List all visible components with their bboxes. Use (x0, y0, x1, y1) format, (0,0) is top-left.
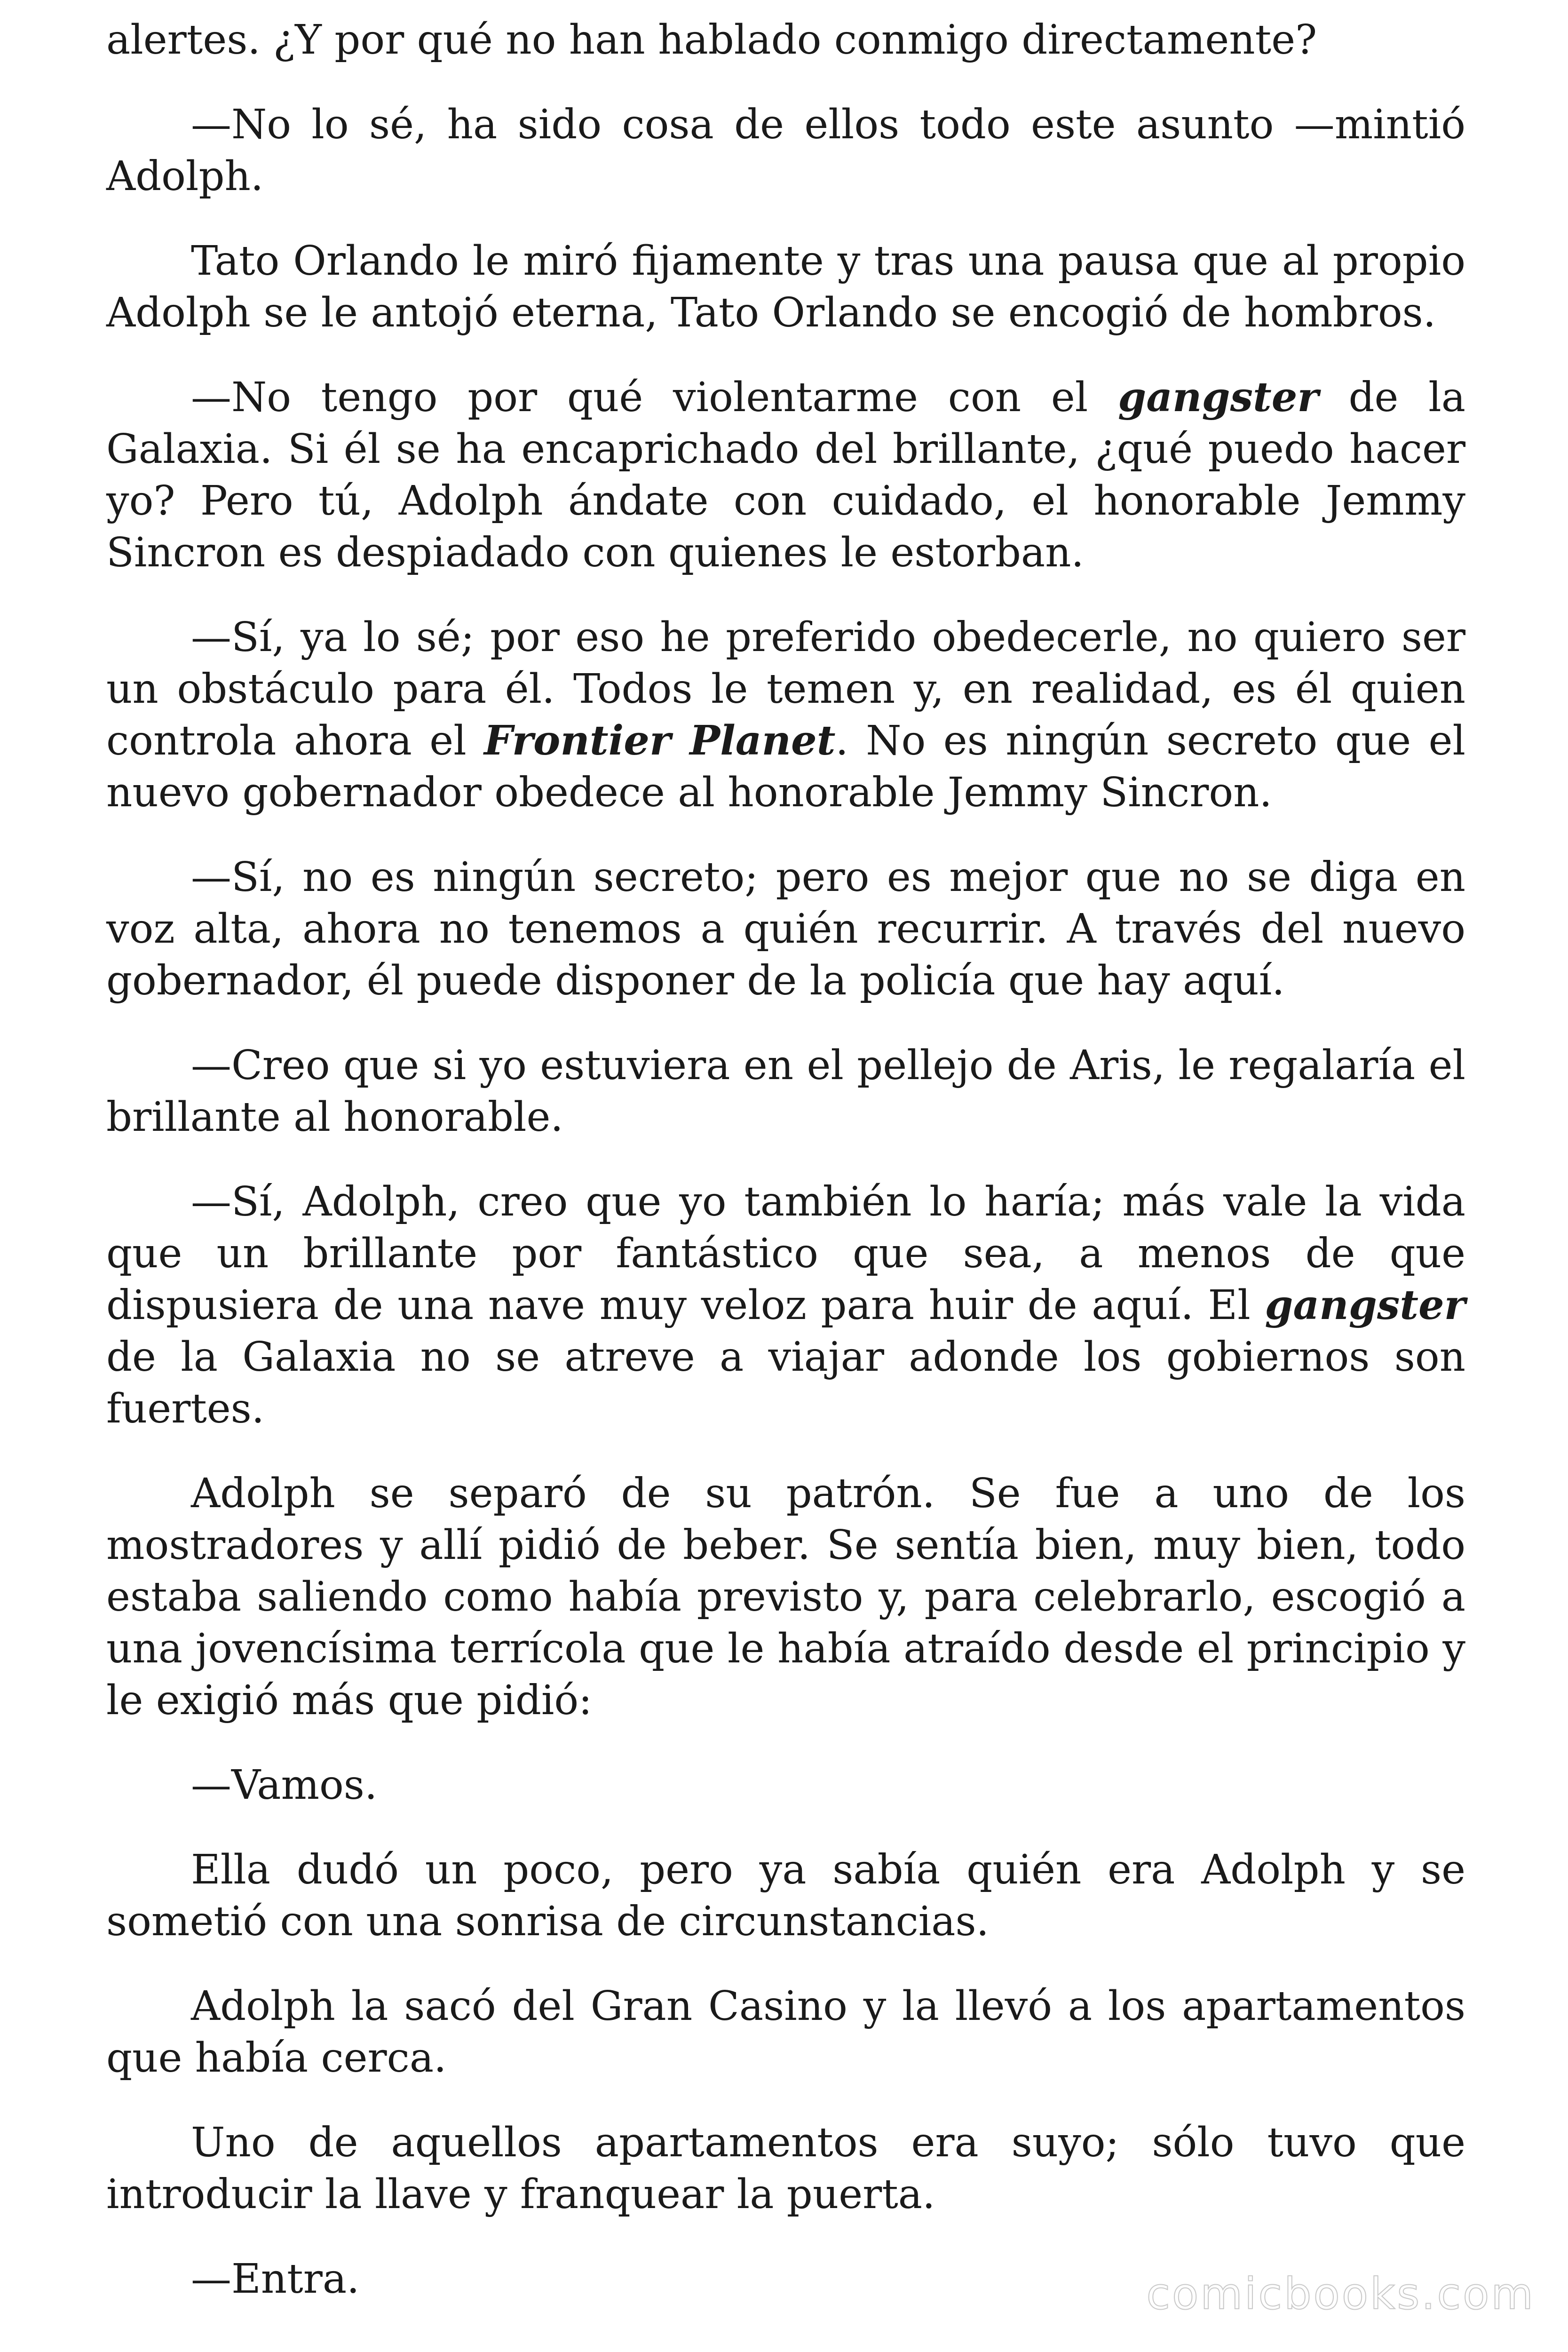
emphasized-text: gangster (1118, 373, 1319, 421)
text-run: —Vamos. (191, 1762, 378, 1809)
paragraph (106, 851, 1465, 1007)
text-run: de la Galaxia. Si él se ha encaprichado del brillante, ¿qué puedo hacer yo? Pero tú, Adolph ándate con cuidado, el honorable Jemmy Sincron es despiadado con quienes le estorban. (106, 374, 1465, 576)
paragraph (106, 99, 1465, 202)
text-run: —Sí, no es ningún secreto; pero es mejor que no se diga en voz alta, ahora no tenemos a quién recurrir. A través del nuevo gobernador, él puede disponer de la policía que hay aquí. (106, 854, 1465, 1004)
text-run: —Entra. (191, 2256, 360, 2303)
text-run: Uno de aquellos apartamentos era suyo; sólo tuvo que introducir la llave y franquear la puerta. (106, 2119, 1465, 2218)
page-body (106, 14, 1465, 2338)
text-run: —Sí, ya lo sé; por eso he preferido obedecerle, no quiero ser un obstáculo para él. Todos le temen y, en realidad, es él quien controla ahora el (106, 614, 1465, 764)
paragraph (106, 1759, 1465, 1811)
paragraph (106, 1176, 1465, 1435)
paragraph (106, 1040, 1465, 1143)
paragraph (106, 235, 1465, 339)
text-run: alertes. ¿Y por qué no han hablado conmigo directamente? (106, 16, 1317, 64)
paragraph (106, 1980, 1465, 2084)
text-run: Ella dudó un poco, pero ya sabía quién era Adolph y se sometió con una sonrisa de circunstancias. (106, 1846, 1465, 1945)
paragraph (106, 14, 1465, 66)
emphasized-text: Frontier Planet (484, 717, 836, 764)
text-run: Tato Orlando le miró fijamente y tras una pausa que al propio Adolph se le antojó eterna, Tato Orlando se encogió de hombros. (106, 238, 1465, 336)
text-run: —Sí, Adolph, creo que yo también lo haría; más vale la vida que un brillante por fantástico que sea, a menos de que dispusiera de una nave muy veloz para huir de aquí. El (106, 1178, 1465, 1329)
text-run: —No lo sé, ha sido cosa de ellos todo este asunto —mintió Adolph. (106, 101, 1465, 200)
text-run: Adolph la sacó del Gran Casino y la llevó a los apartamentos que había cerca. (106, 1983, 1465, 2082)
paragraph (106, 1468, 1465, 1726)
paragraph (106, 612, 1465, 818)
text-run: de la Galaxia no se atreve a viajar adonde los gobiernos son fuertes. (106, 1334, 1465, 1432)
paragraph (106, 2117, 1465, 2220)
emphasized-text: gangster (1265, 1281, 1465, 1329)
text-run: . No es ningún secreto que el nuevo gobernador obedece al honorable Jemmy Sincron. (106, 717, 1465, 816)
paragraph (106, 372, 1465, 579)
paragraph (106, 1844, 1465, 1947)
text-run: —No tengo por qué violentarme con el (191, 374, 1118, 421)
watermark-text: comicbooks.com (1146, 2269, 1535, 2319)
text-run: Adolph se separó de su patrón. Se fue a uno de los mostradores y allí pidió de beber. Se sentía bien, muy bien, todo estaba saliendo como había previsto y, para celebrarlo, escogió a una jovencísima terrícola que le había atraído desde el principio y le exigió más que pidió: (106, 1470, 1465, 1724)
text-run: —Creo que si yo estuviera en el pellejo de Aris, le regalaría el brillante al honorable. (106, 1042, 1465, 1141)
